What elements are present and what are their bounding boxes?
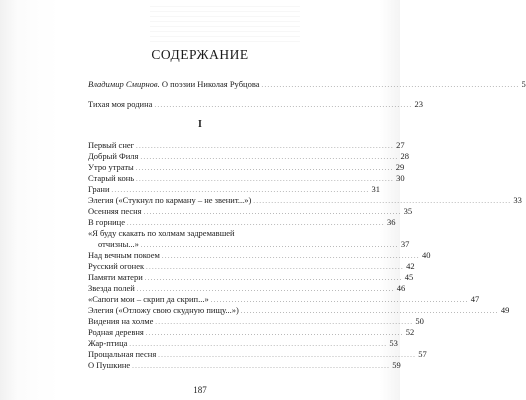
- leader-dots: ......................................................................................: [158, 353, 417, 359]
- entry-page: 23: [414, 99, 423, 109]
- entry-page: 45: [404, 272, 414, 282]
- entry-label: Утро утраты: [88, 162, 134, 172]
- toc-entry: [88, 360, 401, 372]
- entry-label: Грани: [88, 184, 110, 194]
- entry-page: 57: [418, 349, 427, 359]
- intro-page: 5: [521, 79, 526, 89]
- entry-label-line2: отчизны...»: [98, 239, 139, 249]
- entry-page: 29: [395, 162, 405, 172]
- entry-page: 31: [371, 184, 380, 194]
- entry-label: Элегия («Отложу свою скудную пищу...»): [88, 305, 239, 315]
- entry-label: Памяти матери: [88, 272, 143, 282]
- entry-page: 35: [403, 206, 413, 216]
- leader-dots: ......................................................................................: [111, 188, 370, 194]
- entry-page: 50: [415, 316, 424, 326]
- entry-page: 46: [396, 283, 406, 293]
- page-title: СОДЕРЖАНИЕ: [151, 47, 249, 62]
- toc-intro-entry: [88, 79, 526, 91]
- entry-label: Первый снег: [88, 140, 135, 150]
- section-marker: I: [198, 119, 202, 130]
- entry-label: Осенняя песня: [88, 206, 142, 216]
- bleed-through-text: [150, 6, 300, 46]
- entry-page: 42: [406, 261, 415, 271]
- leader-dots: ......................................................................................: [132, 364, 391, 370]
- intro-author: Владимир Смирнов.: [88, 79, 160, 89]
- entry-label-line1: «Я буду скакать по холмам задремавшей: [88, 228, 235, 238]
- toc-entry-first: [88, 99, 423, 111]
- entry-label: Русский огонек: [88, 261, 145, 271]
- leader-dots: ......................................................................................: [143, 210, 402, 216]
- page-number: 187: [193, 385, 207, 395]
- leader-dots: ......................................................................................: [145, 331, 404, 337]
- leader-dots: ......................................................................................: [136, 144, 395, 150]
- leader-dots: ......................................................................................: [161, 254, 420, 260]
- leader-dots: ......................................................................................: [253, 199, 512, 205]
- entry-page: 59: [392, 360, 401, 370]
- entry-label: Тихая моя родина: [88, 99, 153, 109]
- entry-page: 30: [396, 173, 405, 183]
- leader-dots: ......................................................................................: [129, 342, 388, 348]
- entry-page: 52: [405, 327, 415, 337]
- leader-dots: ......................................................................................: [261, 83, 520, 89]
- entry-label: Над вечным покоем: [88, 250, 160, 260]
- entry-label: Прощальная песня: [88, 349, 157, 359]
- entry-page: 53: [389, 338, 398, 348]
- entry-page: 28: [400, 151, 409, 161]
- entry-page: 27: [396, 140, 405, 150]
- entry-label: В горнице: [88, 217, 125, 227]
- entry-page: 36: [387, 217, 396, 227]
- leader-dots: ......................................................................................: [154, 103, 413, 109]
- entry-label: Старый конь: [88, 173, 135, 183]
- entry-label: Родная деревня: [88, 327, 144, 337]
- leader-dots: ......................................................................................: [140, 243, 399, 249]
- entry-label: Звезда полей: [88, 283, 135, 293]
- leader-dots: ......................................................................................: [140, 155, 399, 161]
- leader-dots: ......................................................................................: [135, 166, 394, 172]
- entry-label: Видения на холме: [88, 316, 154, 326]
- entry-label: О Пушкине: [88, 360, 131, 370]
- entry-page: 49: [500, 305, 510, 315]
- entry-page: 33: [513, 195, 522, 205]
- entry-page: 40: [421, 250, 431, 260]
- leader-dots: ......................................................................................: [136, 287, 395, 293]
- leader-dots: ......................................................................................: [127, 221, 385, 227]
- entry-label: «Сапоги мои – скрип да скрип...»: [88, 294, 209, 304]
- leader-dots: ......................................................................................: [155, 320, 414, 326]
- leader-dots: ......................................................................................: [146, 265, 405, 271]
- entry-page: 37: [400, 239, 410, 249]
- entry-page: 47: [470, 294, 480, 304]
- entry-label: Элегия («Стукнул по карману – не звенит...»): [88, 195, 252, 205]
- leader-dots: ......................................................................................: [210, 298, 469, 304]
- leader-dots: ......................................................................................: [240, 309, 499, 315]
- entry-label: Добрый Филя: [88, 151, 139, 161]
- entry-label: Жар-птица: [88, 338, 128, 348]
- intro-text: О поэзии Николая Рубцова: [159, 79, 260, 89]
- leader-dots: ......................................................................................: [136, 177, 395, 183]
- leader-dots: ......................................................................................: [144, 276, 403, 282]
